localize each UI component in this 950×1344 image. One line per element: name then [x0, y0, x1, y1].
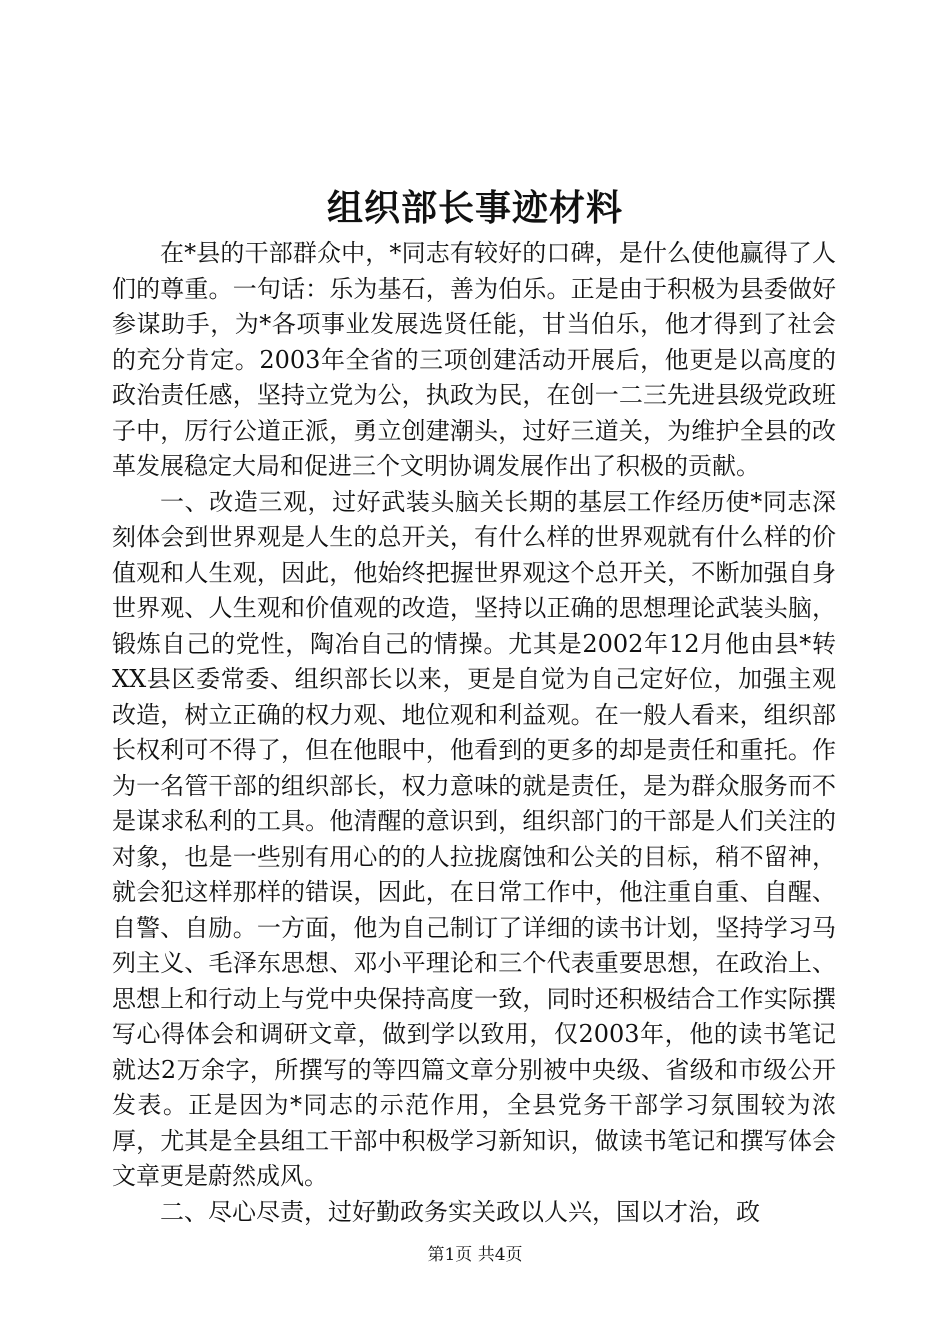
- paragraph-section-one: 一、改造三观，过好武装头脑关长期的基层工作经历使*同志深刻体会到世界观是人生的总开关，有什么样的世界观就有什么样的价值观和人生观，因此，他始终把握世界观这个总开关，不断加强自身世界观、人生观和价值观的改造，坚持以正确的思想理论武装头脑，锻炼自己的党性，陶冶自己的情操。尤其是2002年12月他由县*转XX县区委常委、组织部长以来，更是自觉为自己定好位，加强主观改造，树立正确的权力观、地位观和利益观。在一般人看来，组织部长权利可不得了，但在他眼中，他看到的更多的却是责任和重托。作为一名管干部的组织部长，权力意味的就是责任，是为群众服务而不是谋求私利的工具。他清醒的意识到，组织部门的干部是人们关注的对象，也是一些别有用心的的人拉拢腐蚀和公关的目标，稍不留神，就会犯这样那样的错误，因此，在日常工作中，他注重自重、自醒、自警、自励。一方面，他为自己制订了详细的读书计划，坚持学习马列主义、毛泽东思想、邓小平理论和三个代表重要思想，在政治上、思想上和行动上与党中央保持高度一致，同时还积极结合工作实际撰写心得体会和调研文章，做到学以致用，仅2003年，他的读书笔记就达2万余字，所撰写的等四篇文章分别被中央级、省级和市级公开发表。正是因为*同志的示范作用，全县党务干部学习氛围较为浓厚，尤其是全县组工干部中积极学习新知识，做读书笔记和撰写体会文章更是蔚然成风。: [112, 487, 836, 1190]
- page-footer: 第1页 共4页: [427, 1245, 523, 1265]
- paragraph-section-two: 二、尽心尽责，过好勤政务实关政以人兴，国以才治，政: [160, 1197, 760, 1226]
- document-title: 组织部长事迹材料: [326, 187, 623, 229]
- document-body: [112, 236, 836, 1230]
- paragraph-intro: 在*县的干部群众中，*同志有较好的口碑，是什么使他赢得了人们的尊重。一句话：乐为基石，善为伯乐。正是由于积极为县委做好参谋助手，为*各项事业发展选贤任能，甘当伯乐，他才得到了社会的充分肯定。2003年全省的三项创建活动开展后，他更是以高度的政治责任感，坚持立党为公，执政为民，在创一二三先进县级党政班子中，厉行公道正派，勇立创建潮头，过好三道关，为维护全县的改革发展稳定大局和促进三个文明协调发展作出了积极的贡献。: [112, 239, 836, 480]
